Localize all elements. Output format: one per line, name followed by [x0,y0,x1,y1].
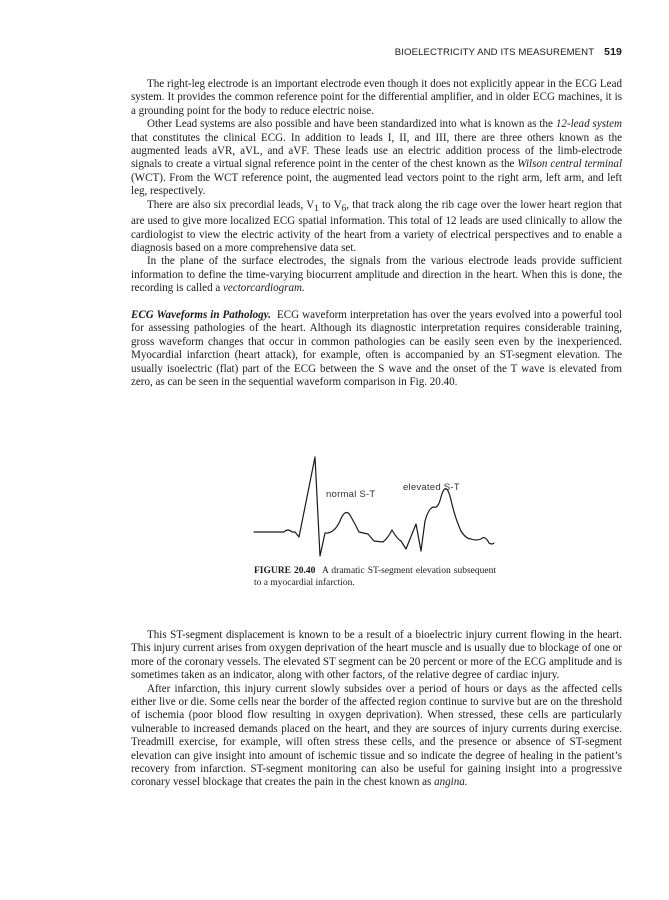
paragraph-vectorcardiogram: In the plane of the surface electrodes, the signals from the various electrode leads provide sufficient information to define the time-varying biocurrent amplitude and direction in the heart. When this is done, the recording is called a vectorcardiogram. [131,255,622,295]
label-elevated-st: elevated S-T [403,482,460,493]
figure-caption [254,566,496,590]
figure-number: FIGURE 20.40 [254,566,316,576]
paragraph-lead-systems: Other Lead systems are also possible and have been standardized into what is known as the 12-lead system that constitutes the clinical ECG. In addition to leads I, II, and III, there are three others known as the augmented leads aVR, aVL, and aVF. These leads use an electric addition process of the limb-electrode signals to create a virtual signal reference point in the center of the chest known as the Wilson central terminal (WCT). From the WCT reference point, the augmented lead vectors point to the right arm, left arm, and left leg, respectively. [131,118,623,198]
term-vectorcardiogram: vectorcardiogram. [223,282,305,295]
section-heading: ECG Waveforms in Pathology. [131,309,271,321]
paragraph-ecg-waveforms-pathology: ECG Waveforms in Pathology. ECG waveform interpretation has over the years evolved into a powerful tool for assessing pathologies of the heart. Although its diagnostic interpretation requires considerable training, gross waveform changes that occur in common pathologies can be easily seen even by the inexperienced. Myocardial infarction (heart attack), for example, often is accompanied by an ST-segment elevation. The usually isoelectric (flat) part of the ECG between the S wave and the onset of the T wave is elevated from zero, as can be seen in the sequential waveform comparison in Fig. 20.40. [131,309,622,389]
paragraph-after-infarction: After infarction, this injury current slowly subsides over a period of hours or days as the affected cells either live or die. Some cells near the border of the affected region continue to survive but are on the threshold of ischemia (poor blood flow resulting in oxygen deprivation). When stressed, these cells are particularly vulnerable to increased demands placed on the heart, and they are sources of injury currents during exercise. Treadmill exercise, for example, will often stress these cells, and the presence or absence of ST-segment elevation can give insight into amount of ischemic tissue and so indicate the degree of healing in the patient’s recovery from infarction. ST-segment monitoring can also be useful for gaining insight into a progressive coronary vessel blockage that creates the pain in the chest known as angina. [131,682,622,789]
body-text-bottom [131,629,622,790]
term-angina: angina. [434,776,468,789]
paragraph-st-displacement: This ST-segment displacement is known to be a result of a bioelectric injury current flowing in the heart. This injury current arises from oxygen deprivation of the heart muscle and is usually due to blockage of one or more of the coronary vessels. The elevated ST segment can be 20 percent or more of the ECG amplitude and is sometimes taken as an indicator, along with other factors, of the relative degree of cardiac injury. [131,629,622,682]
figure-ecg-st-elevation [254,455,504,565]
body-text-ecg-pathology [131,309,622,389]
label-normal-st: normal S-T [326,489,376,500]
body-text-top [131,78,622,296]
paragraph-precordial-leads: There are also six precordial leads, $V_1$ to $V_6$, that track along the rib cage over the lower heart region that are used to give more localized ECG spatial information. This total of 12 leads are used clinically to allow the cardiologist to view the electric activity of the heart from a variety of electrical perspectives and to enable a diagnosis based on a more comprehensive data set. [131,198,622,255]
term-12-lead-system: 12-lead system [555,118,622,131]
paragraph-right-leg-electrode: The right-leg electrode is an important electrode even though it does not explicitly appear in the ECG Lead system. It provides the common reference point for the differential amplifier, and in older ECG machines, it is a grounding point for the body to reduce electric noise. [131,78,622,117]
figure-caption-text: A dramatic ST-segment elevation subsequent to a myocardial infarction. [254,566,497,588]
running-header [395,46,622,58]
term-wilson-central-terminal: Wilson central terminal [517,158,623,171]
running-title: BIOELECTRICITY AND ITS MEASUREMENT [394,47,595,58]
ecg-normal-beat [254,457,401,556]
page-number: 519 [604,46,622,58]
ecg-infarct-beat [401,489,494,551]
ecg-waveform-diagram [254,455,504,565]
